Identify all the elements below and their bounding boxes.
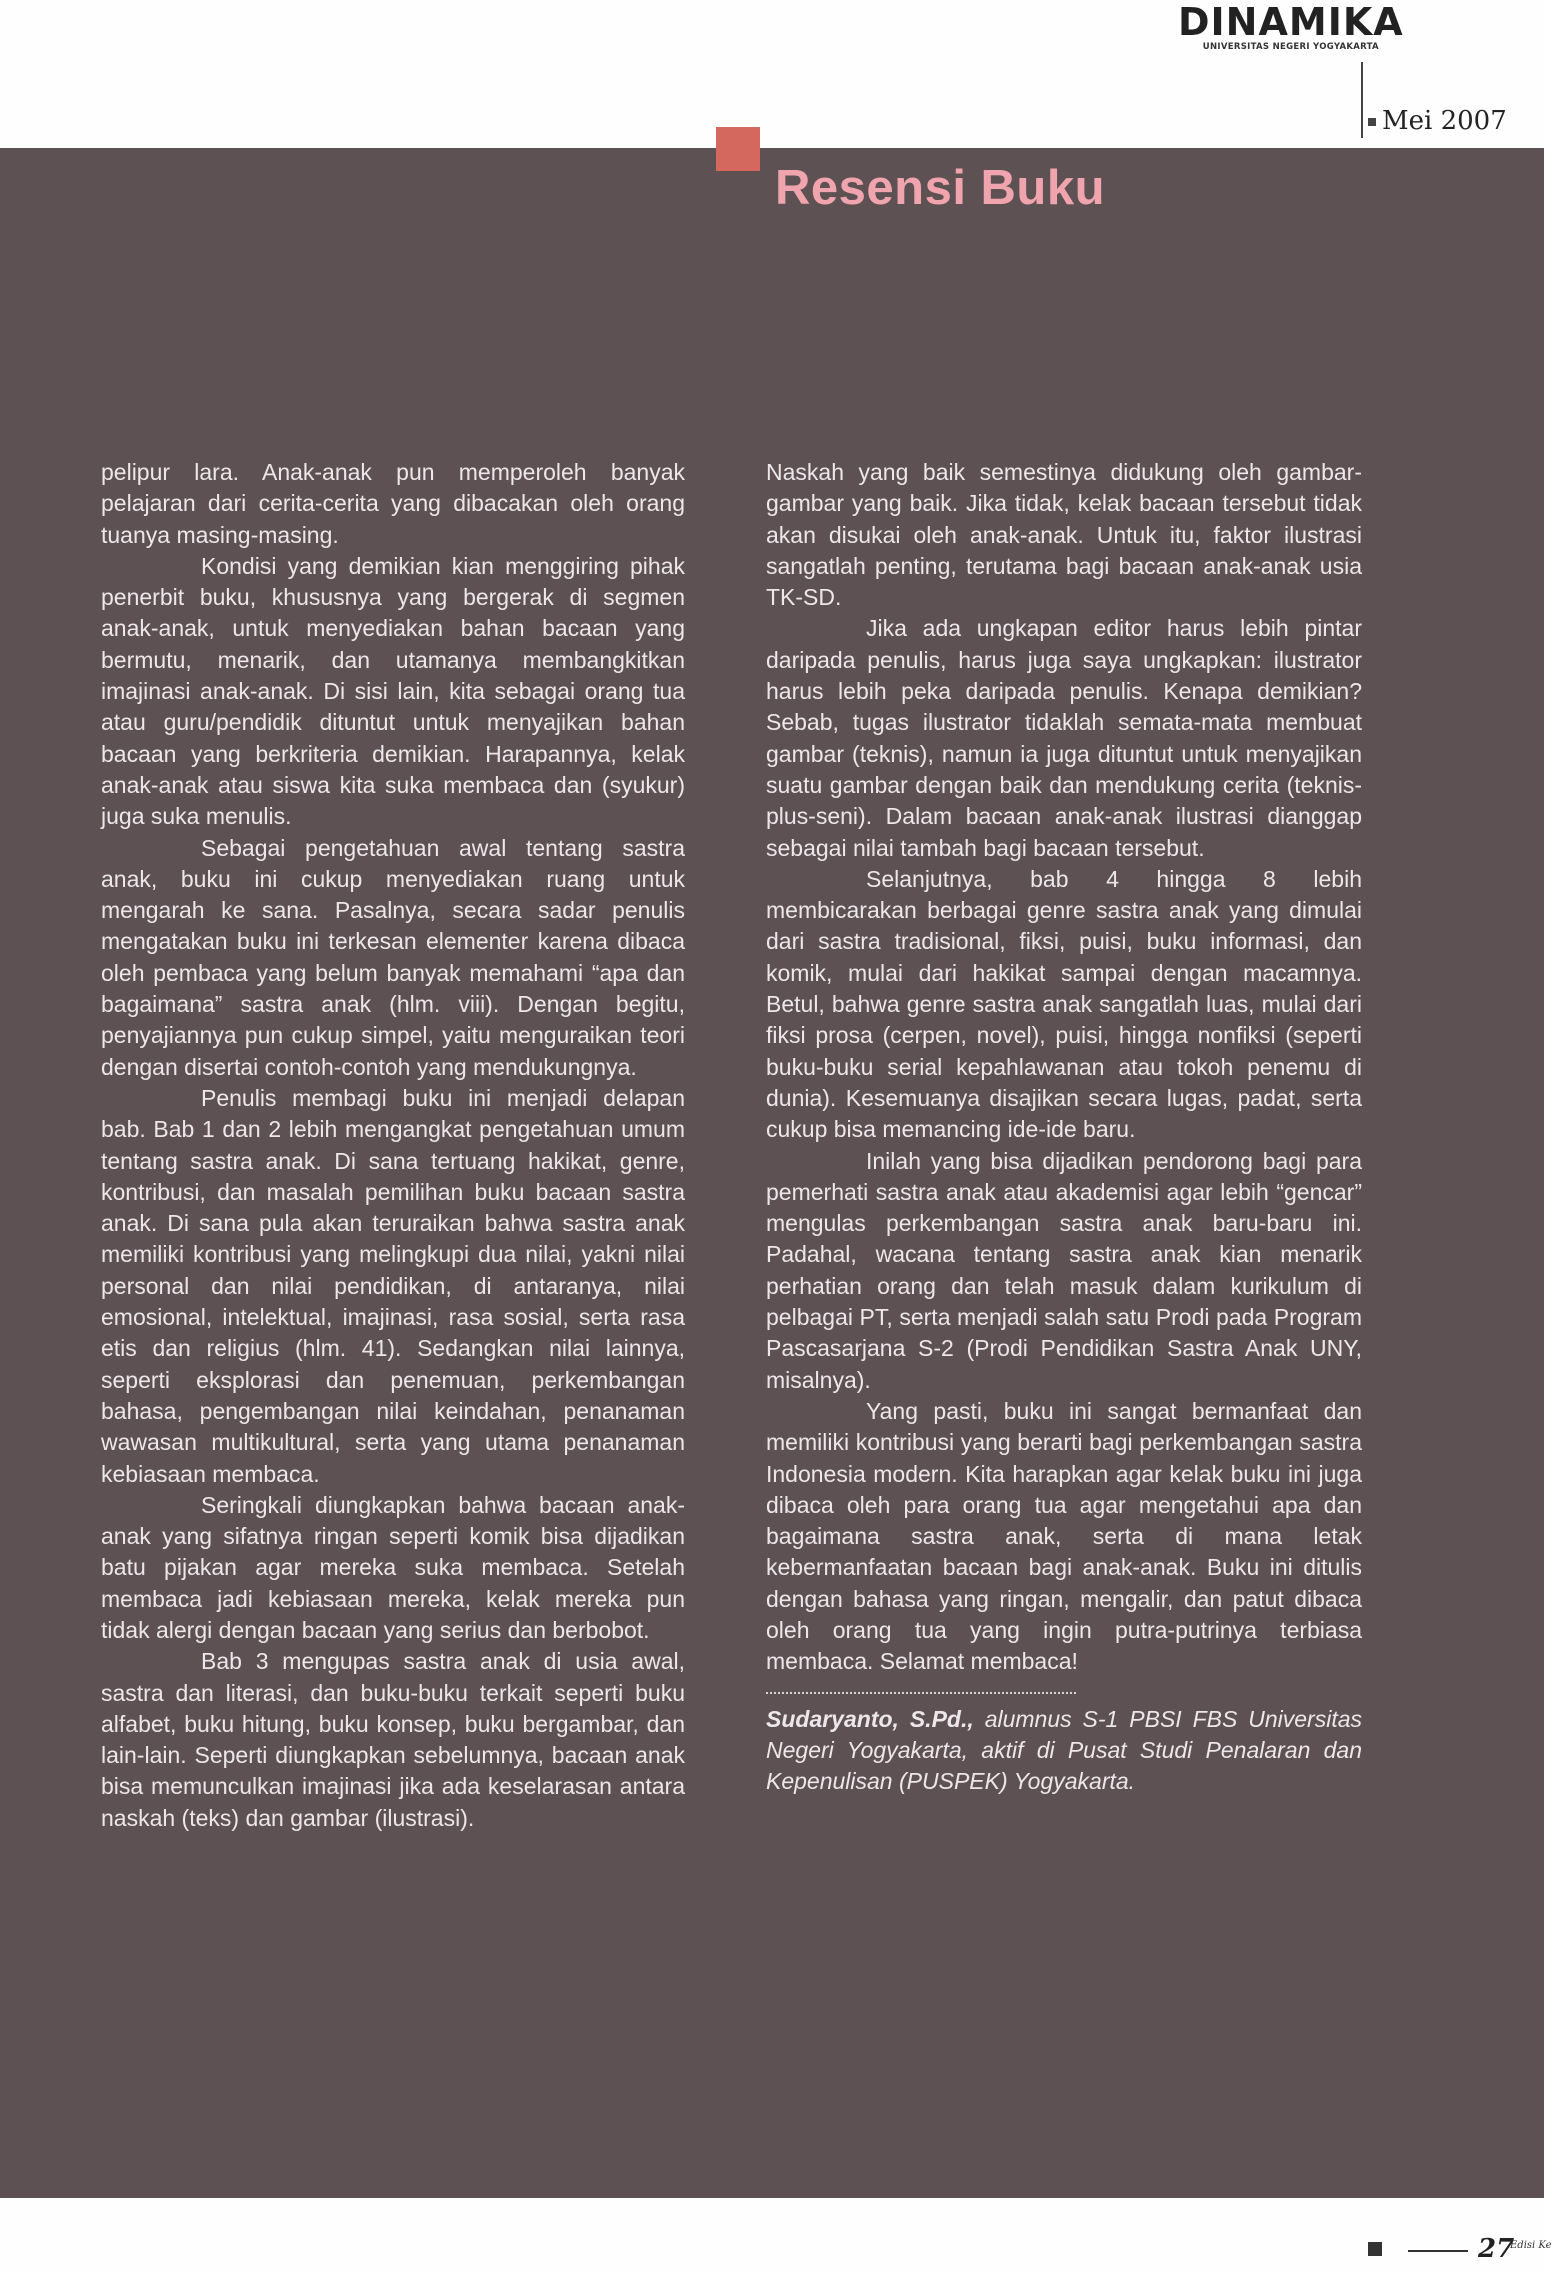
paragraph: Inilah yang bisa dijadikan pendorong bagi para pemerhati sastra anak atau akademisi agar lebih “gencar” mengulas perkembangan sastra anak baru-baru ini. Padahal, wacana tentang sastra anak kian menarik perhatian orang dan telah masuk dalam kurikulum di pelbagai PT, serta menjadi salah satu Prodi pada Program Pascasarjana S-2 (Prodi Pendidikan Sastra Anak UNY, misalnya). [766, 1147, 1362, 1393]
credit-separator [766, 1692, 1076, 1694]
footer-square-icon [1368, 2242, 1382, 2256]
paragraph: Seringkali diungkapkan bahwa bacaan anak-anak yang sifatnya ringan seperti komik bisa dijadikan batu pijakan agar mereka suka membaca. Setelah membaca jadi kebiasaan mereka, kelak mereka pun tidak alergi dengan bacaan yang serius dan berbobot. [101, 1491, 685, 1643]
paragraph: Selanjutnya, bab 4 hingga 8 lebih membicarakan berbagai genre sastra anak yang dimulai dari sastra tradisional, fiksi, puisi, buku informasi, dan komik, mulai dari hakikat sampai dengan macamnya. Betul, bahwa genre sastra anak sangatlah luas, mulai dari fiksi prosa (cerpen, novel), puisi, hingga nonfiksi (seperti buku-buku serial kepahlawanan atau tokoh penemu di dunia). Kesemuanya disajikan secara lugas, padat, serta cukup bisa memancing ide-ide baru. [766, 865, 1362, 1143]
logo-subtitle: UNIVERSITAS NEGERI YOGYAKARTA [1202, 42, 1379, 52]
paragraph: Bab 3 mengupas sastra anak di usia awal, sastra dan literasi, dan buku-buku terkait seperti buku alfabet, buku hitung, buku konsep, buku bergambar, dan lain-lain. Seperti diungkapkan sebelumnya, bacaan anak bisa memunculkan imajinasi jika ada keselarasan antara naskah (teks) dan gambar (ilustrasi). [101, 1648, 685, 1831]
paragraph: Penulis membagi buku ini menjadi delapan bab. Bab 1 dan 2 lebih mengangkat pengetahuan umum tentang sastra anak. Di sana tertuang hakikat, genre, kontribusi, dan masalah pemilihan buku bacaan sastra anak. Di sana pula akan teruraikan bahwa sastra anak memiliki kontribusi yang melingkupi dua nilai, yakni nilai personal dan nilai pendidikan, di antaranya, nilai emosional, intelektual, imajinasi, rasa sosial, serta rasa etis dan religius (hlm. 41). Sedangkan nilai lainnya, seperti eksplorasi dan penemuan, perkembangan bahasa, pengembangan nilai keindahan, penanaman wawasan multikultural, serta yang utama penanaman kebiasaan membaca. [101, 1084, 685, 1487]
paragraph: Sebagai pengetahuan awal tentang sastra anak, buku ini cukup menyediakan ruang untuk mengarah ke sana. Pasalnya, secara sadar penulis mengatakan buku ini terkesan elementer karena dibaca oleh pembaca yang belum banyak memahami “apa dan bagaimana” sastra anak (hlm. viii). Dengan begitu, penyajiannya pun cukup simpel, yaitu menguraikan teori dengan disertai contoh-contoh yang mendukungnya. [101, 834, 685, 1080]
bullet-square-icon [1368, 118, 1376, 126]
author-bio: alumnus S-1 PBSI FBS Universitas Negeri Yogyakarta, aktif di Pusat Studi Penalaran dan Kepenulisan (PUSPEK) Yogyakarta. [766, 1705, 1363, 1795]
page-header [0, 0, 1544, 148]
paragraph: Jika ada ungkapan editor harus lebih pintar daripada penulis, harus juga saya ungkapkan: ilustrator harus lebih peka daripada penulis. Kenapa demikian? Sebab, tugas ilustrator tidaklah semata-mata membuat gambar (teknis), namun ia juga dituntut untuk menyajikan suatu gambar dengan baik dan mendukung cerita (teknis-plus-seni). Dalam bacaan anak-anak ilustrasi dianggap sebagai nilai tambah bagi bacaan tersebut. [766, 615, 1362, 861]
paragraph: Kondisi yang demikian kian menggiring pihak penerbit buku, khususnya yang bergerak di segmen anak-anak, untuk menyediakan bahan bacaan yang bermutu, menarik, dan utamanya membangkitkan imajinasi anak-anak. Di sisi lain, kita sebagai orang tua atau guru/pendidik dituntut untuk menyajikan bahan bacaan yang berkriteria demikian. Harapannya, kelak anak-anak atau siswa kita suka membaca dan (syukur) juga suka menulis. [101, 552, 685, 830]
header-divider [1361, 62, 1363, 138]
footer-rule [1408, 2250, 1468, 2252]
issue-date [1368, 106, 1507, 136]
footer-edition-text: Edisi Ke [1510, 2240, 1552, 2251]
page-number: 27 [1478, 2234, 1515, 2264]
paragraph: Yang pasti, buku ini sangat bermanfaat dan memiliki kontribusi yang berarti bagi perkembangan sastra Indonesia modern. Kita harapkan agar kelak buku ini juga dibaca oleh para orang tua agar mengetahui apa dan bagaimana sastra anak, serta di mana letak kebermanfaatan bacaan bagi anak-anak. Buku ini ditulis dengan bahasa yang ringan, mengalir, dan patut dibaca oleh orang tua yang ingin putra-putrinya terbiasa membaca. Selamat membaca! [766, 1397, 1362, 1675]
logo-word: DINAMIKA [1178, 0, 1404, 44]
paragraph: pelipur lara. Anak-anak pun memperoleh banyak pelajaran dari cerita-cerita yang dibacakan oleh orang tuanya masing-masing. [101, 459, 685, 548]
page-footer [0, 2198, 1544, 2272]
author-name: Sudaryanto, S.Pd., [766, 1705, 974, 1732]
dinamika-logo [1178, 2, 1404, 52]
section-title: Resensi Buku [775, 161, 1106, 215]
right-column [766, 457, 1362, 1797]
issue-date-text: Mei 2007 [1382, 106, 1507, 136]
paragraph: Naskah yang baik semestinya didukung oleh gambar-gambar yang baik. Jika tidak, kelak bacaan tersebut tidak akan disukai oleh anak-anak. Untuk itu, faktor ilustrasi sangatlah penting, terutama bagi bacaan anak-anak usia TK-SD. [766, 459, 1362, 611]
author-credit [766, 1704, 1362, 1798]
left-column [101, 457, 685, 1834]
title-accent-square [716, 127, 760, 171]
